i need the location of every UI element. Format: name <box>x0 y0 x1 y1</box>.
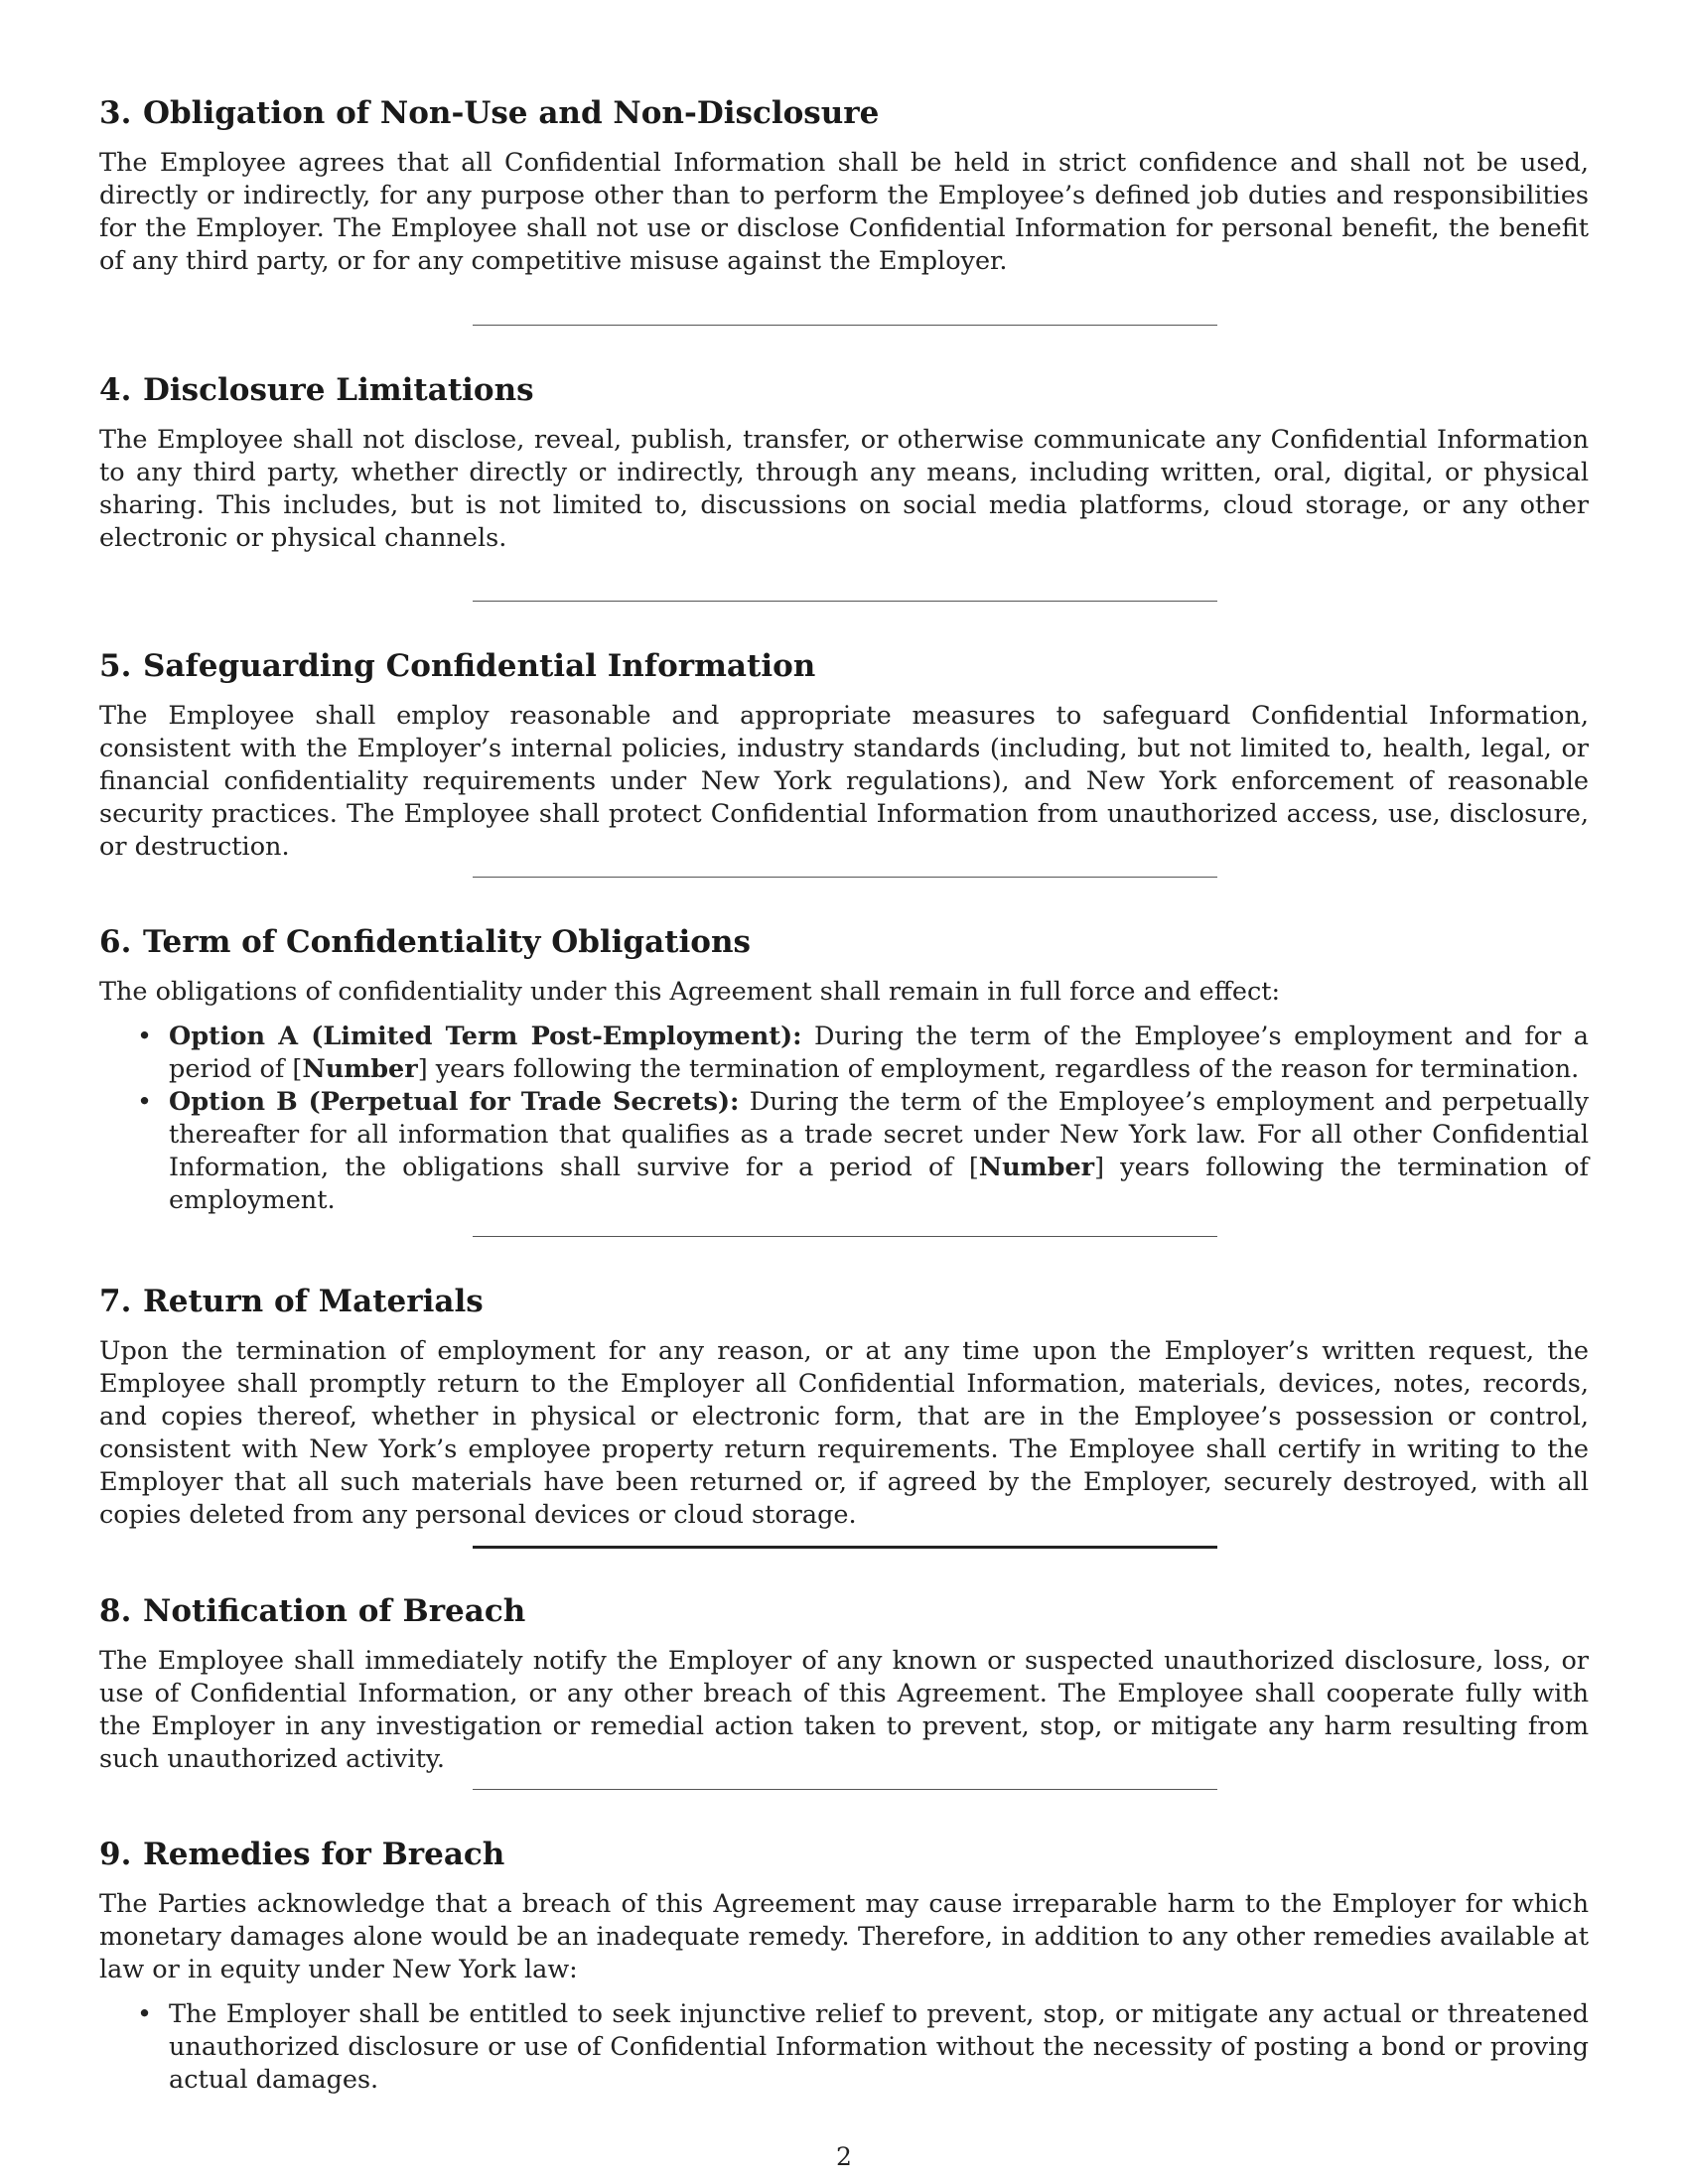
section-body: Upon the termination of employment for any reason, or at any time upon the Employer’s written request, the Employee shall promptly return to the Employer all Confidential Information, materials, devices, notes, records, and copies thereof, whether in physical or electronic form, that are in the Employee’s possession or control, consistent with New York’s employee property return requirements. The Employee shall certify in writing to the Employer that all such materials have been returned or, if agreed by the Employer, securely destroyed, with all copies deleted from any personal devices or cloud storage. <box>99 1336 1589 1530</box>
section-heading: 5. Safeguarding Confidential Information <box>99 648 816 684</box>
section-4 <box>99 372 1589 555</box>
section-divider <box>473 877 1217 878</box>
section-8 <box>99 1593 1589 1776</box>
section-body: The Employee agrees that all Confidential Information shall be held in strict confidence and shall not be used, directly or indirectly, for any purpose other than to perform the Employee’s defined job duties and responsibilities for the Employer. The Employee shall not use or disclose Confidential Information for personal benefit, the benefit of any third party, or for any competitive misuse against the Employer. <box>99 148 1589 276</box>
list-item: • Option B (Perpetual for Trade Secrets): During the term of the Employee’s employment and perpetually thereafter for all information that qualifies as a trade secret under New York law. For all other Confidential Information, the obligations shall survive for a period of [Number] years following the termination of employment. <box>137 1087 1589 1215</box>
section-5 <box>99 648 1589 864</box>
section-divider <box>473 1789 1217 1790</box>
section-9 <box>99 1837 1589 2097</box>
section-6 <box>99 924 1589 1217</box>
section-heading: 8. Notification of Breach <box>99 1593 526 1629</box>
section-heading: 9. Remedies for Breach <box>99 1837 505 1872</box>
section-divider <box>473 325 1217 326</box>
list-item: • Option A (Limited Term Post-Employment): During the term of the Employee’s employment and for a period of [Number] years following the termination of employment, regardless of the reason for termination. <box>137 1022 1589 1084</box>
document-page <box>99 0 1589 2184</box>
list-item: • The Employer shall be entitled to seek injunctive relief to prevent, stop, or mitigate any actual or threatened unauthorized disclosure or use of Confidential Information without the necessity of posting a bond or proving actual damages. <box>137 1999 1589 2095</box>
options-list <box>99 1021 1589 1217</box>
section-body: The Employee shall not disclose, reveal, publish, transfer, or otherwise communicate any Confidential Information to any third party, whether directly or indirectly, through any means, including written, oral, digital, or physical sharing. This includes, but is not limited to, discussions on social media platforms, cloud storage, or any other electronic or physical channels. <box>99 425 1589 553</box>
section-body: The Parties acknowledge that a breach of this Agreement may cause irreparable harm to the Employer for which monetary damages alone would be an inadequate remedy. Therefore, in addition to any other remedies available at law or in equity under New York law: <box>99 1889 1589 1984</box>
section-body: The obligations of confidentiality under this Agreement shall remain in full force and effect: <box>99 977 1281 1007</box>
section-3 <box>99 95 1589 278</box>
section-body: The Employee shall employ reasonable and appropriate measures to safeguard Confidential Information, consistent with the Employer’s internal policies, industry standards (including, but not limited to, health, legal, or financial confidentiality requirements under New York regulations), and New York enforcement of reasonable security practices. The Employee shall protect Confidential Information from unauthorized access, use, disclosure, or destruction. <box>99 701 1589 862</box>
section-heading: 7. Return of Materials <box>99 1284 484 1319</box>
page-number: 2 <box>836 2142 852 2171</box>
section-divider <box>473 1236 1217 1237</box>
section-divider <box>473 601 1217 602</box>
bullet-list <box>99 1998 1589 2097</box>
section-7 <box>99 1284 1589 1532</box>
section-divider <box>473 1546 1217 1549</box>
section-heading: 3. Obligation of Non-Use and Non-Disclosure <box>99 95 880 131</box>
section-heading: 6. Term of Confidentiality Obligations <box>99 924 751 960</box>
section-body: The Employee shall immediately notify the Employer of any known or suspected unauthorized disclosure, loss, or use of Confidential Information, or any other breach of this Agreement. The Employee shall cooperate fully with the Employer in any investigation or remedial action taken to prevent, stop, or mitigate any harm resulting from such unauthorized activity. <box>99 1646 1589 1774</box>
section-heading: 4. Disclosure Limitations <box>99 372 534 408</box>
